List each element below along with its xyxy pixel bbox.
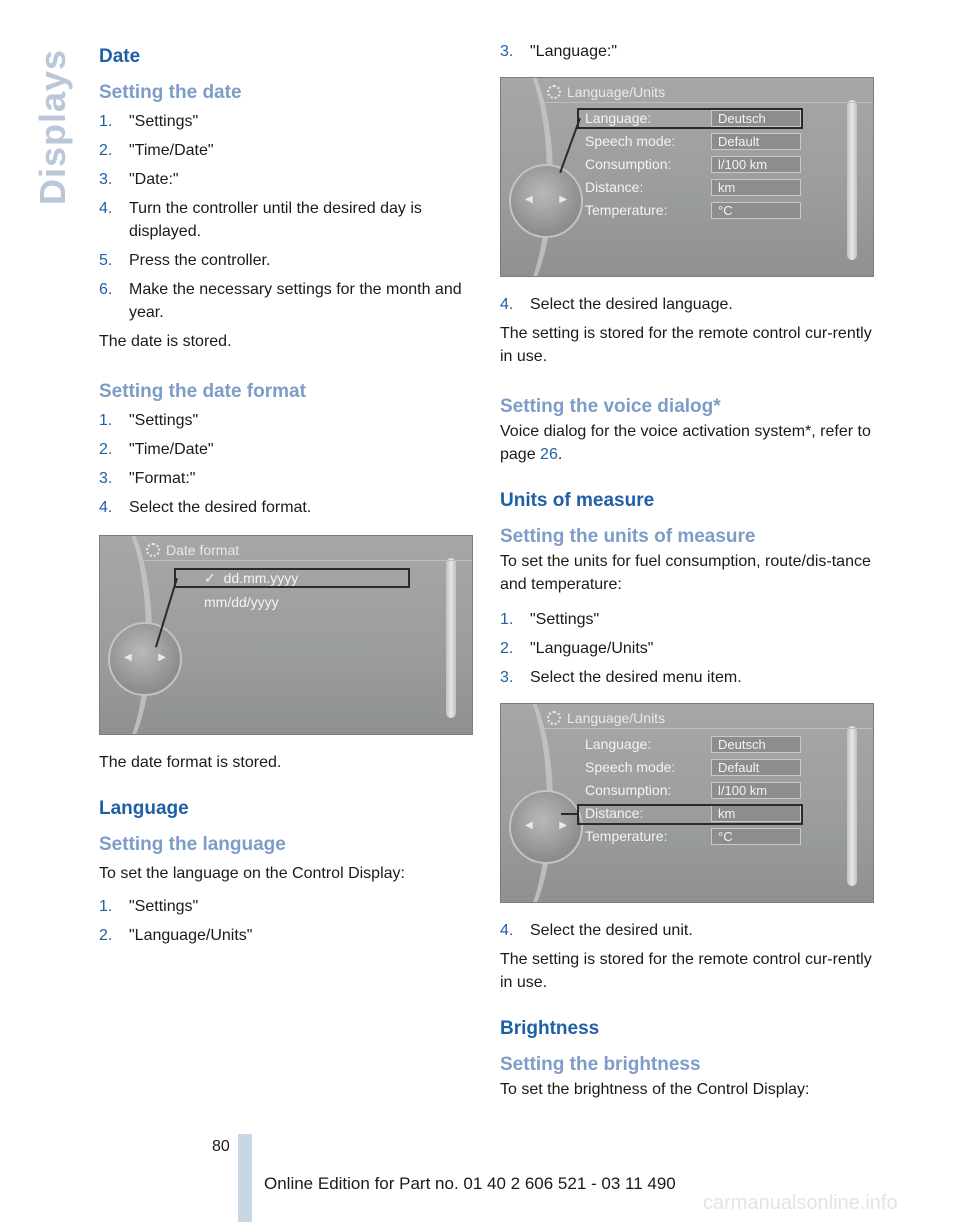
units-step-4 xyxy=(500,919,872,942)
menu-value: km xyxy=(711,179,801,196)
menu-label: Temperature: xyxy=(585,202,668,218)
menu-value: °C xyxy=(711,202,801,219)
setting-language-intro: To set the language on the Control Display: xyxy=(99,865,405,882)
scrollbar-graphic xyxy=(847,100,857,260)
language-step-3 xyxy=(500,40,872,63)
side-title-text: Displays xyxy=(32,48,73,205)
menu-label: Temperature: xyxy=(585,828,668,844)
units-heading: Units of measure xyxy=(500,490,655,511)
stored-remote-text: The setting is stored for the remote control cur-rently in use. xyxy=(500,325,872,365)
selection-highlight xyxy=(577,108,803,129)
setting-date-heading: Setting the date xyxy=(99,82,242,103)
menu-label: Language: xyxy=(585,110,652,126)
date-heading: Date xyxy=(99,46,141,67)
language-units-screenshot-distance xyxy=(500,703,874,903)
list-item: 2. "Time/Date" xyxy=(99,441,214,458)
units-steps xyxy=(500,608,872,689)
left-column xyxy=(99,40,471,953)
footer-edition: Online Edition for Part no. 01 40 2 606 521 - 03 11 490 xyxy=(264,1174,676,1193)
list-item: 5. Press the controller. xyxy=(99,252,271,269)
date-format-heading: Setting the date format xyxy=(99,381,306,402)
menu-label: Speech mode: xyxy=(585,133,676,149)
setting-language-steps xyxy=(99,895,471,947)
menu-label: Distance: xyxy=(585,179,644,195)
date-option-selected: ✓ dd.mm.yyyy xyxy=(204,570,299,586)
settings-gear-icon xyxy=(146,543,160,557)
callout-line xyxy=(561,813,579,815)
voice-dialog-text: Voice dialog for the voice activation system*, refer to page 26. xyxy=(500,423,871,463)
menu-value: km xyxy=(711,805,801,822)
menu-label: Distance: xyxy=(585,805,644,821)
stored-remote-text: The setting is stored for the remote control cur-rently in use. xyxy=(500,951,872,991)
watermark: carmanualsonline.info xyxy=(703,1192,898,1214)
controller-knob-icon: ◀ ▶ xyxy=(509,790,583,864)
date-format-stored-text: The date format is stored. xyxy=(99,754,282,771)
setting-date-steps xyxy=(99,110,471,324)
menu-label: Language: xyxy=(585,736,652,752)
brightness-heading: Brightness xyxy=(500,1018,600,1039)
section-side-title xyxy=(6,40,73,210)
list-item: 1. "Settings" xyxy=(500,611,600,628)
list-item: 2. "Language/Units" xyxy=(99,927,253,944)
list-item: 3. Select the desired menu item. xyxy=(500,669,742,686)
list-item: 4. Turn the controller until the desired day is displayed. xyxy=(99,200,422,240)
menu-value: l/100 km xyxy=(711,156,801,173)
menu-label: Consumption: xyxy=(585,782,672,798)
scrollbar-graphic xyxy=(446,558,456,718)
list-item: 2. "Time/Date" xyxy=(99,142,214,159)
list-item: 4. Select the desired language. xyxy=(500,296,733,313)
list-item: 3. "Language:" xyxy=(500,43,617,60)
list-item: 3. "Format:" xyxy=(99,470,196,487)
language-units-screenshot-language xyxy=(500,77,874,277)
list-item: 6. Make the necessary settings for the month and year. xyxy=(99,281,462,321)
setting-units-intro: To set the units for fuel consumption, route/dis-tance and temperature: xyxy=(500,553,871,593)
list-item: 4. Select the desired unit. xyxy=(500,922,693,939)
voice-dialog-heading: Setting the voice dialog* xyxy=(500,396,721,417)
list-item: 4. Select the desired format. xyxy=(99,499,312,516)
setting-brightness-intro: To set the brightness of the Control Display: xyxy=(500,1081,810,1098)
menu-label: Speech mode: xyxy=(585,759,676,775)
date-stored-text: The date is stored. xyxy=(99,333,232,350)
screen-header: Date format xyxy=(146,540,239,560)
screen-header: Language/Units xyxy=(547,82,665,102)
language-heading: Language xyxy=(99,798,189,819)
page-link[interactable]: 26 xyxy=(540,446,558,463)
setting-language-heading: Setting the language xyxy=(99,834,286,855)
controller-knob-icon: ◀ ▶ xyxy=(108,622,182,696)
menu-value: Deutsch xyxy=(711,736,801,753)
list-item: 3. "Date:" xyxy=(99,171,179,188)
menu-label: Consumption: xyxy=(585,156,672,172)
footer-bar xyxy=(238,1134,252,1222)
menu-value: Default xyxy=(711,133,801,150)
list-item: 1. "Settings" xyxy=(99,412,199,429)
language-step-4 xyxy=(500,293,872,316)
list-item: 1. "Settings" xyxy=(99,113,199,130)
screen-header: Language/Units xyxy=(547,708,665,728)
menu-value: Default xyxy=(711,759,801,776)
checkmark-icon: ✓ xyxy=(204,570,216,586)
date-option: mm/dd/yyyy xyxy=(204,594,279,610)
menu-value: °C xyxy=(711,828,801,845)
menu-value: l/100 km xyxy=(711,782,801,799)
controller-knob-icon: ◀ ▶ xyxy=(509,164,583,238)
list-item: 2. "Language/Units" xyxy=(500,640,654,657)
settings-gear-icon xyxy=(547,711,561,725)
selection-highlight xyxy=(577,804,803,825)
page-number: 80 xyxy=(212,1138,230,1155)
date-format-steps xyxy=(99,409,471,519)
right-column xyxy=(500,40,872,1107)
scrollbar-graphic xyxy=(847,726,857,886)
list-item: 1. "Settings" xyxy=(99,898,199,915)
callout-line xyxy=(559,118,581,173)
setting-brightness-heading: Setting the brightness xyxy=(500,1054,701,1075)
date-format-screenshot xyxy=(99,535,473,735)
settings-gear-icon xyxy=(547,85,561,99)
setting-units-heading: Setting the units of measure xyxy=(500,526,756,547)
menu-value: Deutsch xyxy=(711,110,801,127)
